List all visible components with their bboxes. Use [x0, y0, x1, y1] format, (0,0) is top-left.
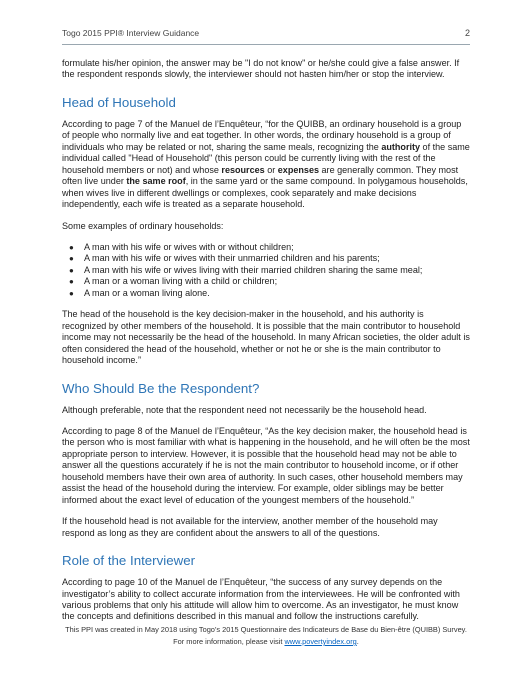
- list-item: [69, 276, 470, 287]
- text-run: or: [264, 164, 278, 175]
- section-heading-household: Head of Household: [62, 94, 176, 110]
- respondent-paragraph-3: If the household head is not available for the interview, another member of the household may respond as long as they are confident about the answers to all of the questions.: [62, 516, 438, 538]
- header-rule: [62, 44, 470, 45]
- list-item: [69, 241, 470, 253]
- bold-resources: resources: [221, 164, 265, 175]
- footer-line-2: [0, 636, 532, 648]
- header-title: Togo 2015 PPI® Interview Guidance: [62, 28, 200, 38]
- text-run: , in the same yard or the same compound. In polygamous households, when wives live in different dwellings or complexes, cook separately and make decisions independently, each wife is treated as a separate household.: [62, 176, 468, 210]
- bold-expenses: expenses: [277, 164, 320, 175]
- decision-maker-paragraph: The head of the household is the key decision-maker in the household, and his authority is recognized by other members of the household. It is possible that the main contributor to household income may not necessarily be the head of the household. In many African societies, the older adult is often considered the head of the household, whether or not he or she is the main contributor to household income.”: [62, 309, 470, 366]
- bold-same-roof: the same roof: [126, 176, 186, 187]
- respondent-paragraph-1: Although preferable, note that the respondent need not necessarily be the household head.: [62, 404, 427, 415]
- text-run: of the same individual called "Head of Household" (this person could be currently living with the rest of the household members or not) and whose: [62, 141, 470, 175]
- intro-paragraph: formulate his/her opinion, the answer may be "I do not know" or he/she could give a false answer. If the respondent responds slowly, the interviewer should not hasten him/her or stop the interview.: [62, 58, 460, 80]
- list-item: [69, 287, 470, 299]
- povertyindex-link[interactable]: www.povertyindex.org: [284, 637, 357, 646]
- list-item-text: A man or a woman living alone.: [84, 287, 210, 298]
- list-item-text: A man with his wife or wives with or without children;: [84, 241, 294, 252]
- text-run: are generally common. They most often live under: [62, 164, 459, 187]
- text-run: According to page 7 of the Manuel de l’Enquêteur, “for the QUIBB, an ordinary household is a group of people who normally live and eat together. In other words, the ordinary household is a group of individuals who may be related or not, sharing the same meals, recognizing the: [62, 118, 462, 152]
- page-header: [62, 28, 470, 42]
- examples-list: [62, 242, 470, 299]
- bullet-icon: ●: [69, 254, 74, 264]
- bullet-icon: ●: [69, 288, 74, 298]
- examples-intro: Some examples of ordinary households:: [62, 220, 224, 231]
- bullet-icon: ●: [69, 277, 74, 287]
- page-number: 2: [464, 28, 470, 38]
- bullet-icon: ●: [69, 242, 74, 252]
- interviewer-paragraph: According to page 10 of the Manuel de l’Enquêteur, “the success of any survey depends on the investigator’s ability to collect accurate information from the interviewees. He will be confronted with various problems that only his attitude will allow him to overcome. As an investigator, he must know the concepts and definitions described in this manual and follow the instructions carefully.: [62, 577, 460, 622]
- list-item-text: A man with his wife or wives living with their married children sharing the same meal;: [84, 264, 423, 275]
- footer-suffix: .: [356, 637, 359, 646]
- bullet-icon: ●: [69, 265, 74, 275]
- footer-prefix: For more information, please visit: [173, 637, 285, 646]
- page-content: [62, 58, 470, 633]
- list-item: [69, 253, 470, 264]
- list-item-text: A man with his wife or wives with their unmarried children and his parents;: [84, 253, 380, 264]
- bold-authority: authority: [381, 141, 421, 152]
- section-heading-interviewer: Role of the Interviewer: [62, 553, 196, 569]
- section-heading-respondent: Who Should Be the Respondent?: [62, 380, 260, 396]
- list-item-text: A man or a woman living with a child or children;: [84, 276, 278, 287]
- list-item: [69, 264, 470, 276]
- household-definition-paragraph: [62, 119, 470, 211]
- respondent-paragraph-2: According to page 8 of the Manuel de l’Enquêteur, “As the key decision maker, the household head is the person who is most familiar with what is happening in the household, and he will often be the most appropriate person to interview. However, it is possible that the household head may not be able to answer all the questions accurately if he is not the main contributor to household income, or if other household members have their own area of authority. In such cases, other household members may assist the head of the household during the interview. For example, older siblings may be better informed about the exact level of education of the youngest members of the household.”: [62, 425, 470, 505]
- page-footer: [0, 624, 532, 648]
- footer-line-1: This PPI was created in May 2018 using Togo’s 2015 Questionnaire des Indicateurs de Base du Bien-être (QUIBB) Survey.: [65, 625, 467, 634]
